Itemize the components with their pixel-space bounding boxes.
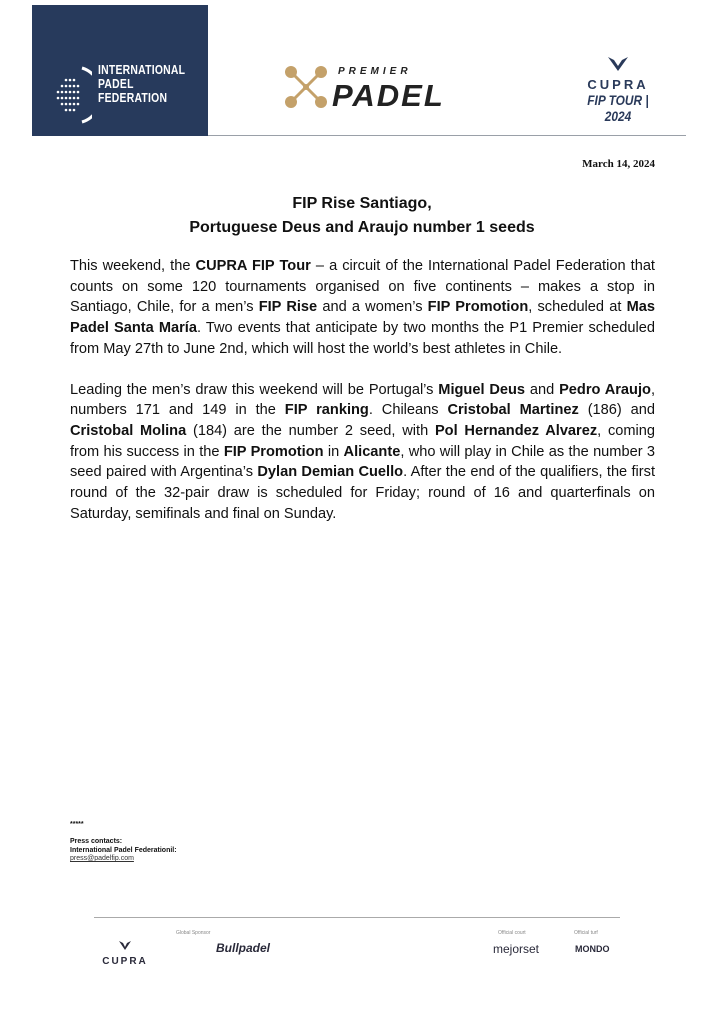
bold-text: Pol Hernandez Alvarez: [434, 422, 598, 439]
text: Leading the men’s draw this weekend will be Portugal’s: [70, 381, 439, 398]
bold-text: FIP Promotion: [223, 443, 324, 460]
release-date: March 14, 2024: [582, 158, 655, 170]
ipf-racket-logo-icon: [52, 66, 92, 124]
page-title: [0, 192, 724, 240]
bold-text: FIP Promotion: [427, 299, 529, 316]
ipf-line-1: INTERNATIONAL: [98, 62, 186, 77]
official-court-label: Official court: [498, 930, 526, 936]
text: (184) are the number 2 seed, with: [186, 422, 435, 439]
ipf-logo-text: [98, 63, 185, 105]
header-divider: [208, 135, 686, 136]
text: . Chileans: [368, 402, 448, 419]
cupra-emblem-icon: [607, 56, 629, 72]
text: This weekend, the: [70, 258, 196, 274]
text: and: [525, 381, 560, 398]
text: . Two events that anticipate by two months the P1 Premier scheduled from May 27th to June 2nd, which will host the world’s best athletes in Chile.: [70, 320, 655, 357]
press-email-link[interactable]: press@padelfip.com: [70, 855, 134, 862]
bold-text: Alicante: [343, 443, 401, 460]
official-turf-label: Official turf: [574, 930, 598, 936]
ipf-line-2: PADEL: [98, 76, 134, 91]
text: , scheduled at: [528, 299, 627, 316]
bold-text: Pedro Araujo: [559, 381, 651, 398]
article-body: [70, 256, 655, 544]
cupra-footer-text: CUPRA: [102, 956, 148, 967]
cupra-fip-tour-logo: [568, 56, 668, 124]
bold-text: Mas Padel Santa María: [70, 299, 655, 337]
premier-padel-top: PREMIER: [338, 66, 412, 77]
paragraph: [70, 256, 655, 360]
bold-text: Miguel Deus: [438, 381, 526, 398]
bold-text: FIP ranking: [284, 402, 369, 419]
ipf-line-3: FEDERATION: [98, 90, 168, 105]
bullpadel-logo: Bullpadel: [216, 941, 271, 955]
press-contacts: [70, 838, 177, 864]
text: in: [323, 443, 344, 460]
mondo-logo: MONDO: [575, 944, 610, 954]
text: , coming from his success in the: [70, 422, 656, 460]
mejorset-logo: mejorset: [493, 942, 540, 956]
cupra-emblem-icon: [118, 940, 132, 951]
bold-text: FIP Rise: [258, 299, 318, 316]
separator: *****: [70, 821, 84, 828]
footer-divider: [94, 917, 620, 918]
text: , numbers 171 and 149 in the: [70, 381, 655, 419]
global-sponsor-label: Global Sponsor: [176, 930, 211, 936]
fip-tour-year: FIP TOUR | 2024: [587, 92, 649, 124]
text: – a circuit of the International Padel Federation that counts on some 120 tournaments organised on five continents – makes a stop in Santiago, Chile, for a men’s: [70, 258, 655, 316]
bold-text: Dylan Demian Cuello: [257, 464, 404, 481]
title-line-1: FIP Rise Santiago,: [292, 195, 432, 212]
bold-text: Cristobal Martinez: [447, 402, 579, 419]
paragraph: [70, 380, 655, 525]
text: (186) and: [578, 402, 656, 419]
text: and a women’s: [317, 299, 428, 316]
title-line-2: Portuguese Deus and Araujo number 1 seeds: [189, 219, 535, 236]
text: , who will play in Chile as the number 3 seed paired with Argentina’s: [70, 443, 655, 481]
premier-padel-main: PADEL: [332, 78, 445, 113]
press-label: Press contacts:: [70, 838, 123, 845]
press-org: International Padel Federationil:: [70, 846, 177, 854]
bold-text: CUPRA FIP Tour: [195, 258, 311, 274]
cupra-footer-logo: [94, 938, 156, 967]
text: . After the end of the qualifiers, the first round of the 32-pair draw is scheduled for Friday; round of 16 and quarterfinals on Saturday, semifinals and final on Sunday.: [70, 464, 655, 522]
premier-padel-star-icon: [283, 64, 329, 110]
bold-text: Cristobal Molina: [70, 422, 187, 439]
cupra-brand: CUPRA: [587, 77, 649, 92]
